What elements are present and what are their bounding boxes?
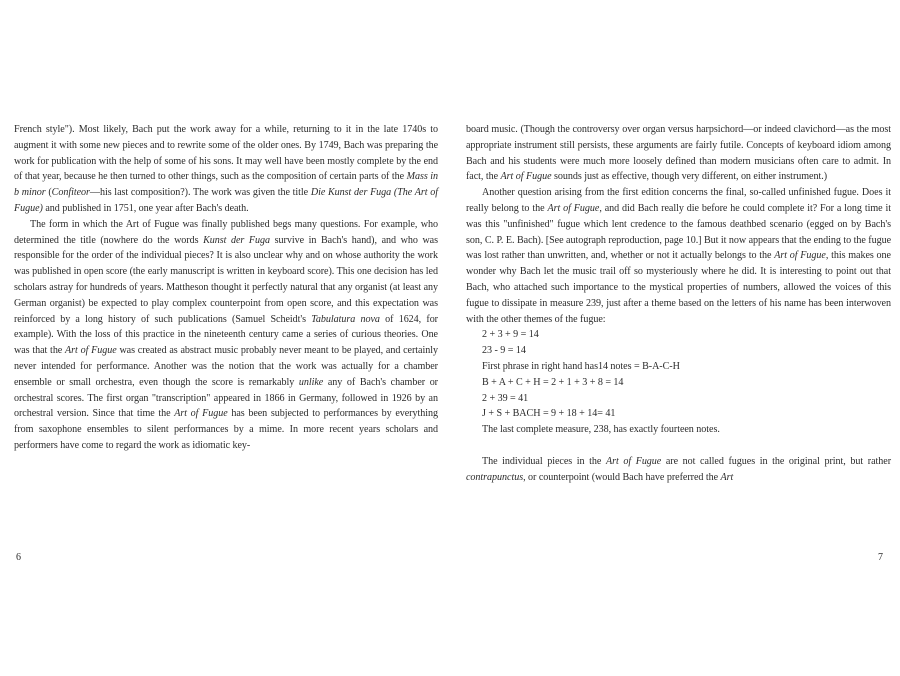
list-item: 2 + 3 + 9 = 14: [482, 329, 539, 341]
italic-title: Art of Fugue: [174, 408, 228, 420]
italic-title: Art of Fugue: [500, 171, 552, 183]
section-gap: [466, 438, 891, 454]
left-page-text: [14, 122, 438, 454]
number-list: [466, 327, 891, 438]
italic-title: Art of Fugue: [605, 455, 662, 467]
paragraph: French style"). Most likely, Bach put the work away for a while, returning to it in the late 1740s to augment it with some new pieces and to rewrite some of the older ones. By 1749, Bach was preparing the work for publication with the help of some of his sons. It may well have been mostly complete by the end of that year, because he then turned to other things, such as the composition of certain parts of the Mass in b minor (Confiteor—his last composition?). The work was given the title Die Kunst der Fuga (The Art of Fugue) and published in 1751, one year after Bach's death.: [14, 124, 438, 214]
right-page-text: [466, 122, 891, 486]
paragraph: board music. (Though the controversy over organ versus harpsichord—or indeed clavichord—as the most appropriate instrument still persists, these arguments are fairly futile. Concepts of keyboard idiom among Bach and his students were much more loosely defined than modern musicians often care to admit. In fact, the Art of Fugue sounds just as effective, though very different, on either instrument.): [466, 124, 891, 183]
right-page: [466, 122, 891, 486]
italic-title: Kunst der Fuga: [203, 234, 271, 246]
italic-title: Art of Fugue: [65, 345, 117, 357]
italic-title: Die Kunst der Fuga (The Art of Fugue): [14, 187, 438, 214]
list-item: J + S + BACH = 9 + 18 + 14= 41: [482, 408, 616, 420]
list-item: First phrase in right hand has14 notes = B-A-C-H: [482, 360, 680, 372]
italic-title: Mass in b minor: [14, 171, 438, 199]
italic-title: Art: [720, 471, 734, 483]
italic-title: Art of Fugue: [774, 250, 826, 262]
paragraph: The individual pieces in the Art of Fugue are not called fugues in the original print, but rather contrapunctus, or counterpoint (would Bach have preferred the Art: [466, 455, 892, 483]
italic-title: Art of Fugue: [547, 202, 600, 214]
page-number: 7: [878, 552, 883, 563]
italic-title: unlike: [298, 376, 324, 388]
list-item: 23 - 9 = 14: [482, 345, 526, 357]
page-number: 6: [16, 552, 21, 563]
left-page: [14, 122, 438, 454]
list-item: The last complete measure, 238, has exactly fourteen notes.: [482, 424, 720, 436]
paragraph: The form in which the Art of Fugue was finally published begs many questions. For example, who determined the title (nowhere do the words Kunst der Fuga survive in Bach's hand), and who was responsible for the order of the individual pieces? It is also unclear why and on whose authority the work was published in open score (the early manuscript is written in keyboard score). This one decision has led scholars astray for hundreds of years. Mattheson thought it perfectly natural that any organist (at least any German organist) be expected to play complex counterpoint from open score, and this expectation was reinforced by a long history of such publications (Samuel Scheidt's Tabulatura nova of 1624, for example). With the loss of this practice in the nineteenth century came a series of curious theories. One was that the Art of Fugue was created as abstract music probably never meant to be played, and certainly never intended for performance. Another was the notion that the work was actually for a chamber ensemble or small orchestra, even though the score is remarkably unlike any of Bach's chamber or orchestral scores. The first organ "transcription" appeared in 1866 in Germany, followed in 1926 by an orchestral version. Since that time the Art of Fugue has been subjected to performances by everything from saxophone ensembles to silent performances by a mime. In more recent years scholars and performers have come to regard the work as idiomatic key-: [14, 218, 438, 451]
list-item: 2 + 39 = 41: [482, 392, 529, 404]
paragraph: Another question arising from the first edition concerns the final, so-called unfinished fugue. Does it really belong to the Art of Fugue, and did Bach really die before he could complete it? For a long time it was this "unfinished" fugue which lent credence to the famous deathbed scenario (egged on by Bach's son, C. P. E. Bach). [See autograph reproduction, page 10.] But it now appears that the ending to the fugue was lost rather than unwritten, and, whether or not it actually belongs to the Art of Fugue, this makes one wonder why Bach let the music trail off so mysteriously where he did. It is interesting to point out that Bach, who attached such importance to the mystical properties of numbers, allowed the voices of this fugue to dissipate in measure 239, just after a theme based on the letters of his name has been interwoven with the other themes of the fugue:: [466, 187, 891, 325]
italic-title: Tabulatura nova: [311, 313, 380, 325]
italic-title: Confiteor: [51, 187, 90, 199]
list-item: B + A + C + H = 2 + 1 + 3 + 8 = 14: [482, 376, 624, 388]
italic-title: contrapunctus: [466, 471, 524, 483]
